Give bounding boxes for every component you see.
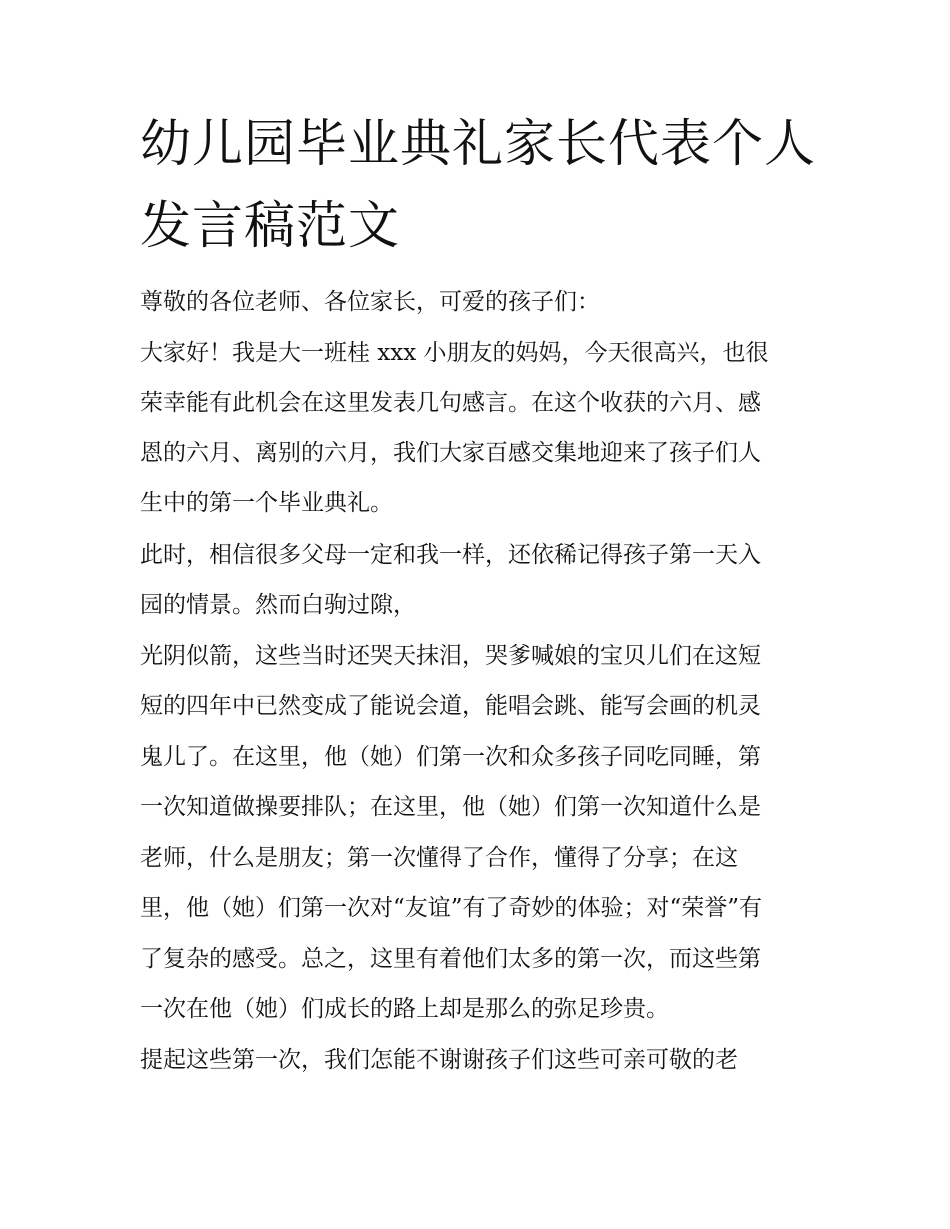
document-title-line-2: 发言稿范文	[140, 197, 401, 256]
salutation-line: 尊敬的各位老师、各位家长，可爱的孩子们：	[140, 289, 600, 315]
body-line: 里，他（她）们第一次对“友谊”有了奇妙的体验；对“荣誉”有	[140, 895, 763, 921]
body-line: 一次知道做操要排队；在这里，他（她）们第一次知道什么是	[140, 794, 761, 820]
body-line: 鬼儿了。在这里，他（她）们第一次和众多孩子同吃同睡，第	[140, 744, 761, 770]
body-line: 荣幸能有此机会在这里发表几句感言。在这个收获的六月、感	[140, 390, 761, 416]
body-line: 光阴似箭，这些当时还哭天抹泪，哭爹喊娘的宝贝儿们在这短	[140, 643, 761, 669]
document-title-line-1: 幼儿园毕业典礼家长代表个人	[140, 115, 817, 174]
body-line: 园的情景。然而白驹过隙，	[140, 592, 416, 618]
body-line: 恩的六月、离别的六月，我们大家百感交集地迎来了孩子们人	[140, 440, 761, 466]
body-line: 了复杂的感受。总之，这里有着他们太多的第一次，而这些第	[140, 946, 761, 972]
body-line: 老师，什么是朋友；第一次懂得了合作，懂得了分享；在这	[140, 845, 738, 871]
body-line: 短的四年中已然变成了能说会道，能唱会跳、能写会画的机灵	[140, 693, 761, 719]
body-line: 生中的第一个毕业典礼。	[140, 490, 393, 516]
body-line: 提起这些第一次，我们怎能不谢谢孩子们这些可亲可敬的老	[140, 1047, 738, 1073]
body-line: 此时，相信很多父母一定和我一样，还依稀记得孩子第一天入	[140, 542, 761, 568]
body-line: 一次在他（她）们成长的路上却是那么的弥足珍贵。	[140, 996, 669, 1022]
body-line: 大家好！我是大一班桂 xxx 小朋友的妈妈，今天很高兴，也很	[140, 340, 769, 366]
